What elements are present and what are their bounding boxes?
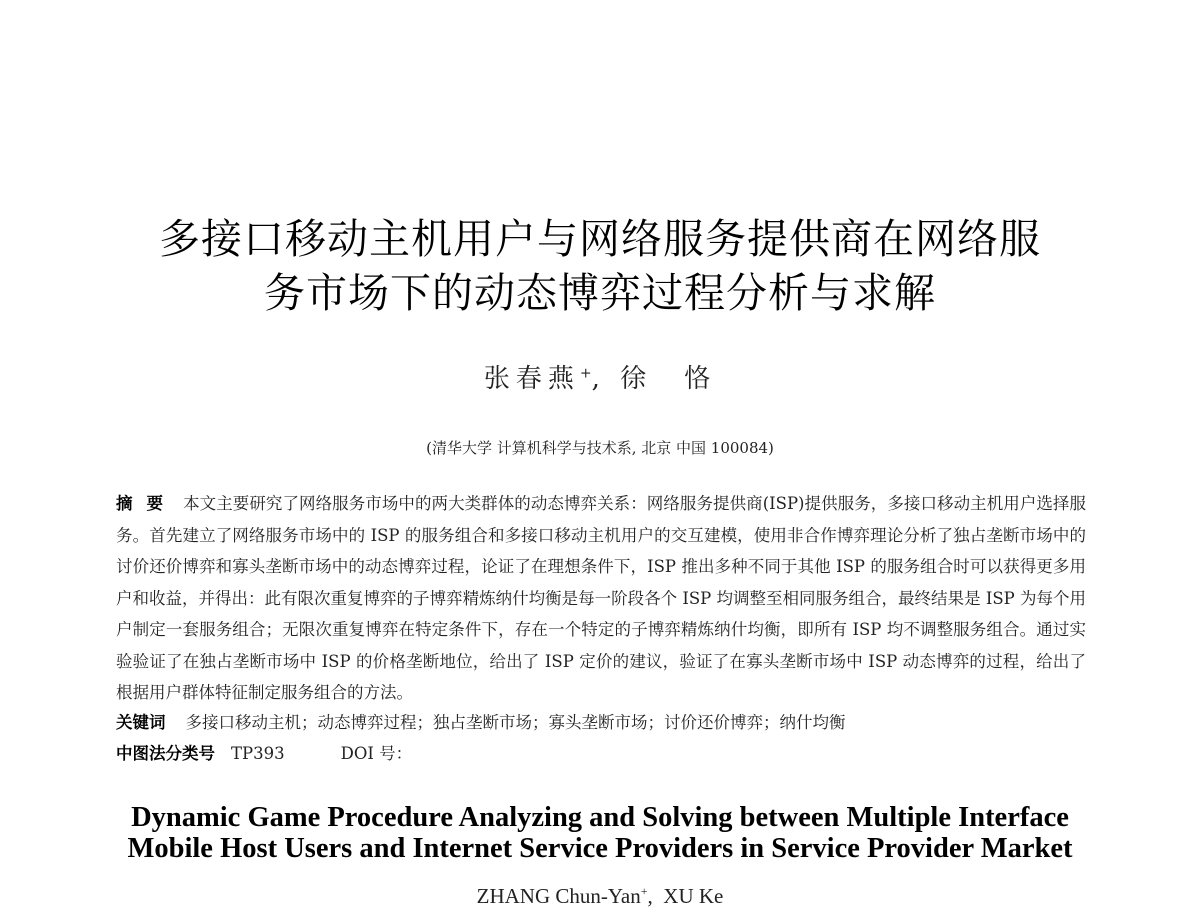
author-en-1: ZHANG Chun-Yan: [476, 884, 641, 908]
keywords-label: 关键词: [116, 713, 166, 732]
title-cn-line-1: 多接口移动主机用户与网络服务提供商在网络服: [159, 215, 1041, 263]
classification-code: TP393: [231, 744, 285, 763]
keywords-section: [116, 710, 1086, 736]
authors-cn: [0, 358, 1200, 395]
title-en-line-1: Dynamic Game Procedure Analyzing and Solving between Multiple Interface: [131, 802, 1069, 833]
author-en-2: XU Ke: [663, 884, 724, 908]
author-cn-2: 徐 恪: [620, 364, 717, 394]
author-cn-1: 张春燕: [483, 364, 580, 394]
corresponding-author-mark-en: +: [640, 884, 648, 898]
authors-en: ZHANG Chun-Yan+, XU Ke: [476, 884, 724, 908]
paper-title-en: [100, 802, 1100, 864]
paper-title-cn: [100, 212, 1100, 320]
doi-label: DOI 号：: [340, 744, 413, 763]
classification-section: [116, 741, 1086, 767]
author-separator: ,: [591, 364, 621, 394]
keywords-text: 多接口移动主机；动态博弈过程；独占垄断市场；寡头垄断市场；讨价还价博弈；纳什均衡: [185, 713, 846, 732]
title-cn-line-2: 务市场下的动态博弈过程分析与求解: [264, 269, 936, 317]
classification-label: 中图法分类号: [116, 744, 215, 763]
title-en-line-2: Mobile Host Users and Internet Service Providers in Service Provider Market: [127, 833, 1073, 864]
affiliation-cn: (清华大学 计算机科学与技术系, 北京 中国 100084): [426, 439, 774, 457]
abstract-section: [116, 488, 1086, 709]
corresponding-author-mark: +: [579, 365, 592, 382]
abstract-label: 摘要: [116, 494, 178, 513]
abstract-text: 本文主要研究了网络服务市场中的两大类群体的动态博弈关系：网络服务提供商(ISP)提供服务，多接口移动主机用户选择服务。首先建立了网络服务市场中的 ISP 的服务组合和多接口移动主机用户的交互建模，使用非合作博弈理论分析了独占垄断市场中的讨价还价博弈和寡头垄断市场中的动态博弈过程，论证了在理想条件下，ISP 推出多种不同于其他 ISP 的服务组合时可以获得更多用户和收益，并得出：此有限次重复博弈的子博弈精炼纳什均衡是每一阶段各个 ISP 均调整至相同服务组合，最终结果是 ISP 为每个用户制定一套服务组合；无限次重复博弈在特定条件下，存在一个特定的子博弈精炼纳什均衡，即所有 ISP 均不调整服务组合。通过实验验证了在独占垄断市场中 ISP 的价格垄断地位，给出了 ISP 定价的建议，验证了在寡头垄断市场中 ISP 动态博弈的过程，给出了根据用户群体特征制定服务组合的方法。: [116, 494, 1086, 702]
